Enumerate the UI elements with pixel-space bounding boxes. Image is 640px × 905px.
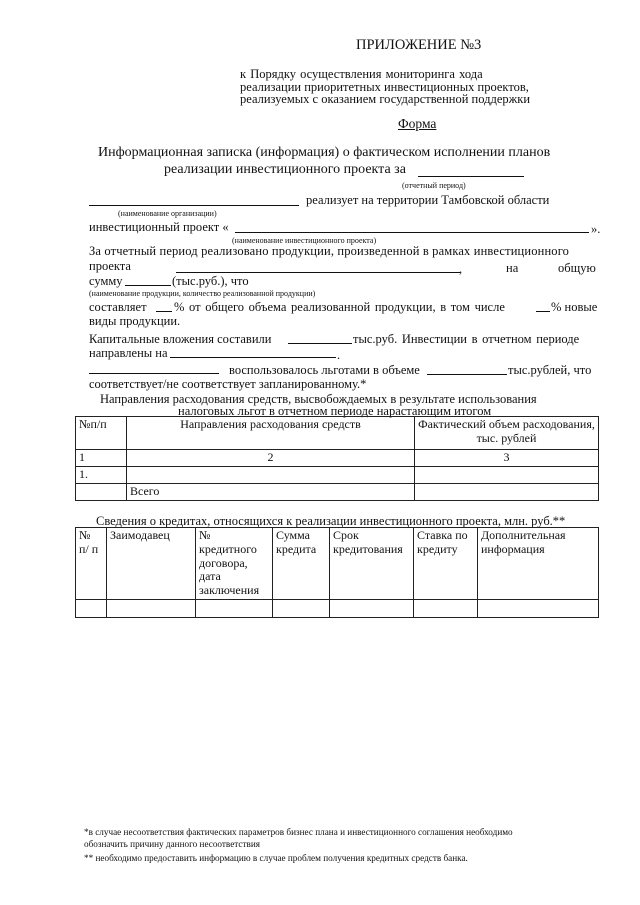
p1-project: проекта	[89, 259, 131, 273]
table1-total-empty	[76, 483, 127, 500]
tax-benefits-table	[75, 416, 599, 501]
table1-row-direction[interactable]	[127, 466, 415, 483]
table1-caption-line1: Направления расходования средств, высвобождаемых в результате использования	[100, 392, 537, 406]
capital-investment-field[interactable]	[288, 333, 352, 344]
table2-header-number: № п/ п	[76, 528, 107, 600]
reporting-period-field[interactable]	[418, 163, 524, 177]
table2-cell[interactable]	[76, 600, 107, 618]
table2-header-contract: № кредитного договора, дата заключения	[196, 528, 273, 600]
table1-total-amount[interactable]	[415, 483, 599, 500]
p4-benefits-b: тыс.рублей, что	[508, 363, 592, 377]
form-label: Форма	[398, 116, 437, 131]
implements-text: реализует на территории Тамбовской области	[306, 193, 550, 207]
table2-cell[interactable]	[273, 600, 330, 618]
table1-row-number: 1.	[76, 466, 127, 483]
table1-row-amount[interactable]	[415, 466, 599, 483]
p1-line1: За отчетный период реализовано продукции, произведенной в рамках инвестиционного	[89, 244, 570, 258]
organization-hint: (наименование организации)	[118, 209, 217, 218]
table2-header-credit-sum: Сумма кредита	[273, 528, 330, 600]
table1-total-row	[76, 483, 599, 500]
p4-line2: соответствует/не соответствует запланированному.*	[89, 377, 367, 391]
project-hint: (наименование инвестиционного проекта)	[232, 236, 377, 245]
p3-capital-b: тыс.руб. Инвестиции в отчетном периоде	[353, 332, 580, 346]
table2-cell[interactable]	[330, 600, 414, 618]
p1-total: общую	[558, 261, 596, 275]
table1-header-row	[76, 417, 599, 450]
table2-header-term: Срок кредитования	[330, 528, 414, 600]
p3-line2-end: .	[337, 348, 341, 362]
table1-header-direction: Направления расходования средств	[127, 417, 415, 450]
p1-comma: ,	[459, 262, 463, 276]
period-hint: (отчетный период)	[402, 181, 466, 190]
appendix-ref-line1: к Порядку осуществления мониторинга хода	[240, 67, 483, 81]
p1-sum: сумму	[89, 274, 123, 288]
table2-header-rate: Ставка по кредиту	[414, 528, 478, 600]
project-prefix: инвестиционный проект «	[89, 220, 229, 234]
table1-header-amount: Фактический объем расходования, тыс. рублей	[415, 417, 599, 450]
table2-header-additional: Дополнительная информация	[478, 528, 599, 600]
investment-direction-field[interactable]	[170, 347, 336, 358]
table2-caption: Сведения о кредитах, относящихся к реализации инвестиционного проекта, млн. руб.**	[96, 514, 566, 528]
table1-caption-line2: налоговых льгот в отчетном периоде нарастающим итогом	[178, 404, 492, 418]
document-title-line1: Информационная записка (информация) о фактическом исполнении планов	[98, 145, 551, 160]
table1-total-label: Всего	[127, 483, 415, 500]
footnote1-line1: *в случае несоответствия фактических параметров бизнес плана и инвестиционного соглашения необходимо	[84, 827, 513, 837]
p3-line2: направлены на	[89, 346, 168, 360]
table-row	[76, 466, 599, 483]
table1-header-number: №п/п	[76, 417, 127, 450]
p3-capital-a: Капитальные вложения составили	[89, 332, 272, 346]
p4-benefits-a: воспользовалось льготами в объеме	[229, 363, 420, 377]
project-suffix: ».	[591, 222, 601, 236]
table-row	[76, 600, 599, 618]
p1-na: на	[506, 261, 519, 275]
table1-col-number: 2	[127, 450, 415, 467]
project-name-field[interactable]	[235, 220, 589, 233]
footnote1-line2: обозначить причину данного несоответствия	[84, 839, 260, 849]
table2-cell[interactable]	[414, 600, 478, 618]
share-field[interactable]	[156, 301, 172, 312]
p1-hint: (наименование продукции, количество реализованной продукции)	[89, 289, 316, 298]
table2-header-row	[76, 528, 599, 600]
credits-table	[75, 527, 599, 618]
p1-sum-unit: (тыс.руб.), что	[172, 274, 249, 288]
table1-col-number: 1	[76, 450, 127, 467]
table1-numbering-row	[76, 450, 599, 467]
p2-share-a: составляет	[89, 300, 147, 314]
organization-field[interactable]	[89, 193, 299, 206]
appendix-ref-line3: реализуемых с оказанием государственной поддержки	[240, 92, 531, 106]
table2-header-lender: Заимодавец	[107, 528, 196, 600]
footnote2: ** необходимо предоставить информацию в случае проблем получения кредитных средств банка.	[84, 853, 468, 863]
sum-field[interactable]	[125, 275, 171, 286]
beneficiary-field[interactable]	[89, 363, 219, 374]
table2-cell[interactable]	[478, 600, 599, 618]
appendix-ref-line2: реализации приоритетных инвестиционных проектов,	[240, 80, 529, 94]
table2-cell[interactable]	[196, 600, 273, 618]
p2-line2: виды продукции.	[89, 314, 181, 328]
p2-share-c: % новые	[551, 300, 598, 314]
table2-cell[interactable]	[107, 600, 196, 618]
p2-share-b: % от общего объема реализованной продукции, в том числе	[174, 300, 505, 314]
document-title-line2: реализации инвестиционного проекта за	[164, 162, 406, 177]
new-products-share-field[interactable]	[536, 301, 550, 312]
products-field[interactable]	[176, 261, 460, 273]
appendix-title: ПРИЛОЖЕНИЕ №3	[356, 37, 482, 53]
table1-col-number: 3	[415, 450, 599, 467]
benefits-amount-field[interactable]	[427, 364, 507, 375]
